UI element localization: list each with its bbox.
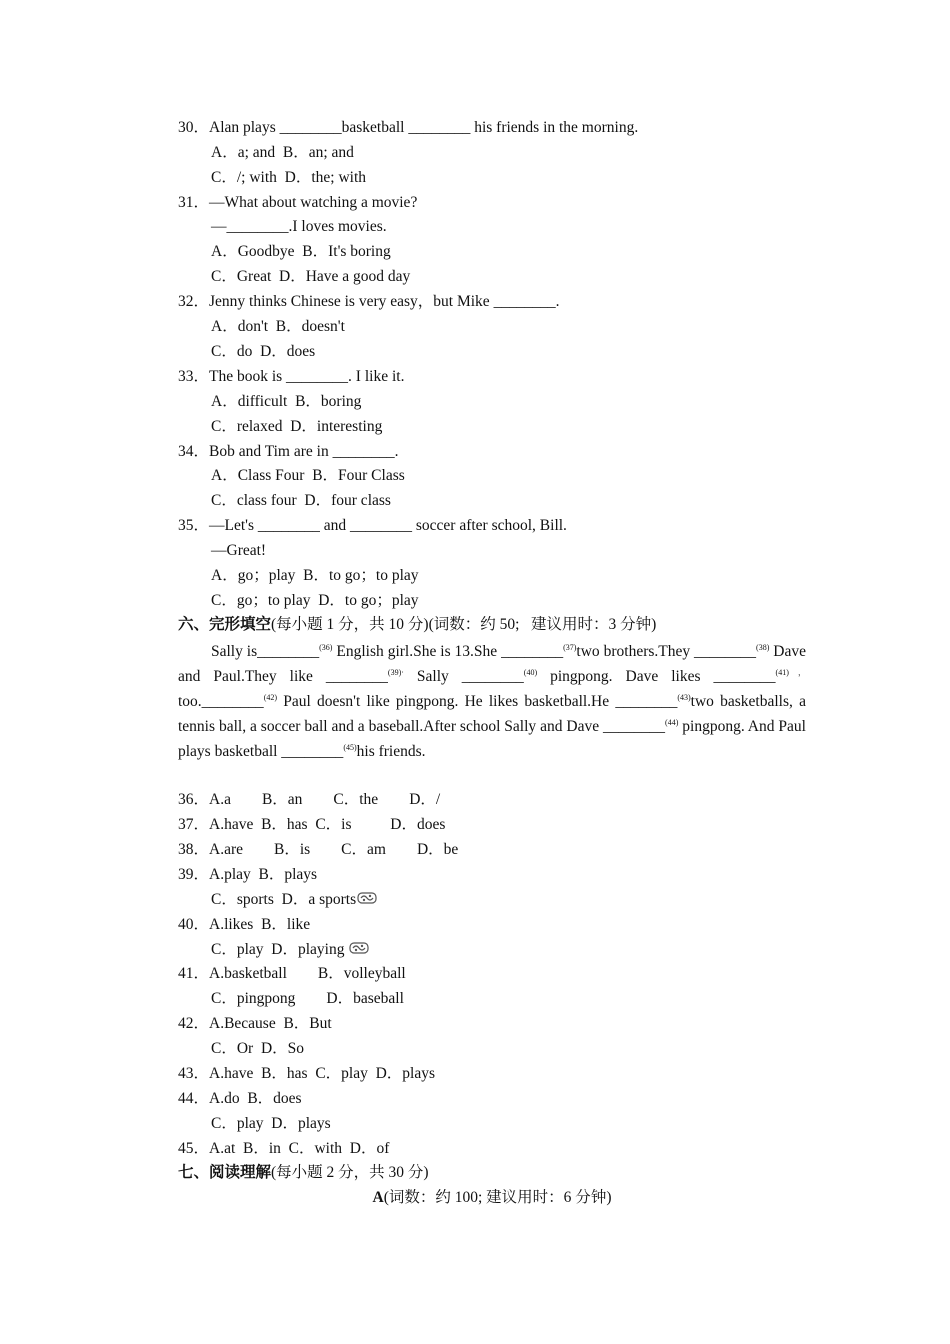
q33-options-ab: A．difficult B．boring bbox=[211, 393, 362, 410]
cloze-passage bbox=[178, 639, 806, 764]
part-a-note: (词数：约 100; 建议用时：6 分钟) bbox=[383, 1189, 612, 1206]
passage-text: pingpong. Dave likes ________ bbox=[537, 668, 776, 685]
option-39-ab: 39．A.play B．plays bbox=[178, 866, 318, 883]
section-6-heading bbox=[178, 615, 656, 635]
q34-stem: 34．Bob and Tim are in ________. bbox=[178, 443, 399, 460]
passage-text: pingpong. And Paul plays basketball ________ bbox=[178, 718, 806, 760]
section-6-note: (每小题 1 分，共 10 分)(词数：约 50; 建议用时：3 分钟) bbox=[271, 616, 657, 633]
option-37: 37．A.have B．has C．is D．does bbox=[178, 816, 446, 833]
part-a-label: A bbox=[372, 1189, 384, 1206]
option-40-ab: 40．A.likes B．like bbox=[178, 916, 311, 933]
option-36: 36．A.a B．an C．the D．/ bbox=[178, 791, 441, 808]
scribble-icon bbox=[349, 941, 369, 955]
option-41-ab: 41．A.basketball B．volleyball bbox=[178, 965, 406, 982]
passage-text: Paul doesn't like pingpong. He likes basketball.He ________ bbox=[277, 693, 678, 710]
option-42-cd: C．Or D．So bbox=[211, 1040, 305, 1057]
passage-text: English girl.She is 13.She ________ bbox=[332, 643, 564, 660]
q35-stem: 35．—Let's ________ and ________ soccer after school, Bill. bbox=[178, 517, 567, 534]
blank-40-marker: (40) bbox=[523, 668, 538, 677]
q34-options-ab: A．Class Four B．Four Class bbox=[211, 467, 405, 484]
blank-45-marker: (45) bbox=[343, 743, 357, 752]
q31-stem: 31．—What about watching a movie? bbox=[178, 194, 418, 211]
q35-options-ab: A．go；play B．to go；to play bbox=[211, 567, 419, 584]
option-39-cd-text: C．sports D．a sports bbox=[211, 891, 357, 908]
blank-43-marker: (43) bbox=[677, 693, 691, 702]
option-44-ab: 44．A.do B．does bbox=[178, 1090, 302, 1107]
blank-36-marker: (36) bbox=[319, 643, 333, 652]
q35-options-cd: C．go；to play D．to go；play bbox=[211, 592, 419, 609]
q30-stem: 30．Alan plays ________basketball ________ his friends in the morning. bbox=[178, 119, 639, 136]
option-38: 38．A.are B．is C．am D．be bbox=[178, 841, 459, 858]
scribble-icon bbox=[357, 891, 377, 905]
section-7-heading bbox=[178, 1163, 429, 1183]
blank-37-marker: (37) bbox=[563, 643, 577, 652]
blank-44-marker: (44) bbox=[665, 718, 679, 727]
q32-options-ab: A．don't B．doesn't bbox=[211, 318, 345, 335]
option-40-cd bbox=[211, 940, 369, 960]
blank-39-marker: (39)· bbox=[387, 668, 404, 677]
blank-42-marker: (42) bbox=[263, 693, 278, 702]
blank-41-marker: (41)， bbox=[775, 668, 806, 677]
option-45: 45．A.at B．in C．with D．of bbox=[178, 1140, 390, 1157]
q33-options-cd: C．relaxed D．interesting bbox=[211, 418, 383, 435]
q33-stem: 33．The book is ________. I like it. bbox=[178, 368, 405, 385]
passage-text: too.________ bbox=[178, 693, 264, 710]
passage-text: his friends. bbox=[356, 743, 426, 760]
passage-text: Sally is________ bbox=[211, 643, 320, 660]
passage-text: Sally ________ bbox=[403, 668, 524, 685]
q32-stem: 32．Jenny thinks Chinese is very easy，but Mike ________. bbox=[178, 293, 560, 310]
blank-38-marker: (38) bbox=[756, 643, 770, 652]
section-7-title: 七、阅读理解 bbox=[178, 1164, 272, 1181]
option-39-cd bbox=[211, 890, 377, 910]
q32-options-cd: C．do D．does bbox=[211, 343, 316, 360]
q30-options-cd: C．/; with D．the; with bbox=[211, 169, 367, 186]
passage-text: two brothers.They ________ bbox=[576, 643, 757, 660]
q31-options-cd: C．Great D．Have a good day bbox=[211, 268, 411, 285]
option-44-cd: C．play D．plays bbox=[211, 1115, 331, 1132]
option-43: 43．A.have B．has C．play D．plays bbox=[178, 1065, 436, 1082]
section-6-title: 六、完形填空 bbox=[178, 616, 272, 633]
part-a-heading bbox=[178, 1188, 806, 1208]
passage-text: Dave and Paul.They like ________ bbox=[178, 643, 807, 685]
q31-reply: —________.I loves movies. bbox=[211, 218, 387, 235]
passage-text: two basketballs, a tennis ball, a soccer ball and a baseball.After school Sally and Dave ________ bbox=[178, 693, 806, 735]
q31-options-ab: A．Goodbye B．It's boring bbox=[211, 243, 391, 260]
section-7-note: (每小题 2 分，共 30 分) bbox=[271, 1164, 429, 1181]
q34-options-cd: C．class four D．four class bbox=[211, 492, 391, 509]
option-41-cd: C．pingpong D．baseball bbox=[211, 990, 404, 1007]
q35-reply: —Great! bbox=[211, 542, 267, 559]
q30-options-ab: A．a; and B．an; and bbox=[211, 144, 354, 161]
option-42-ab: 42．A.Because B．But bbox=[178, 1015, 332, 1032]
option-40-cd-text: C．play D．playing bbox=[211, 941, 345, 958]
